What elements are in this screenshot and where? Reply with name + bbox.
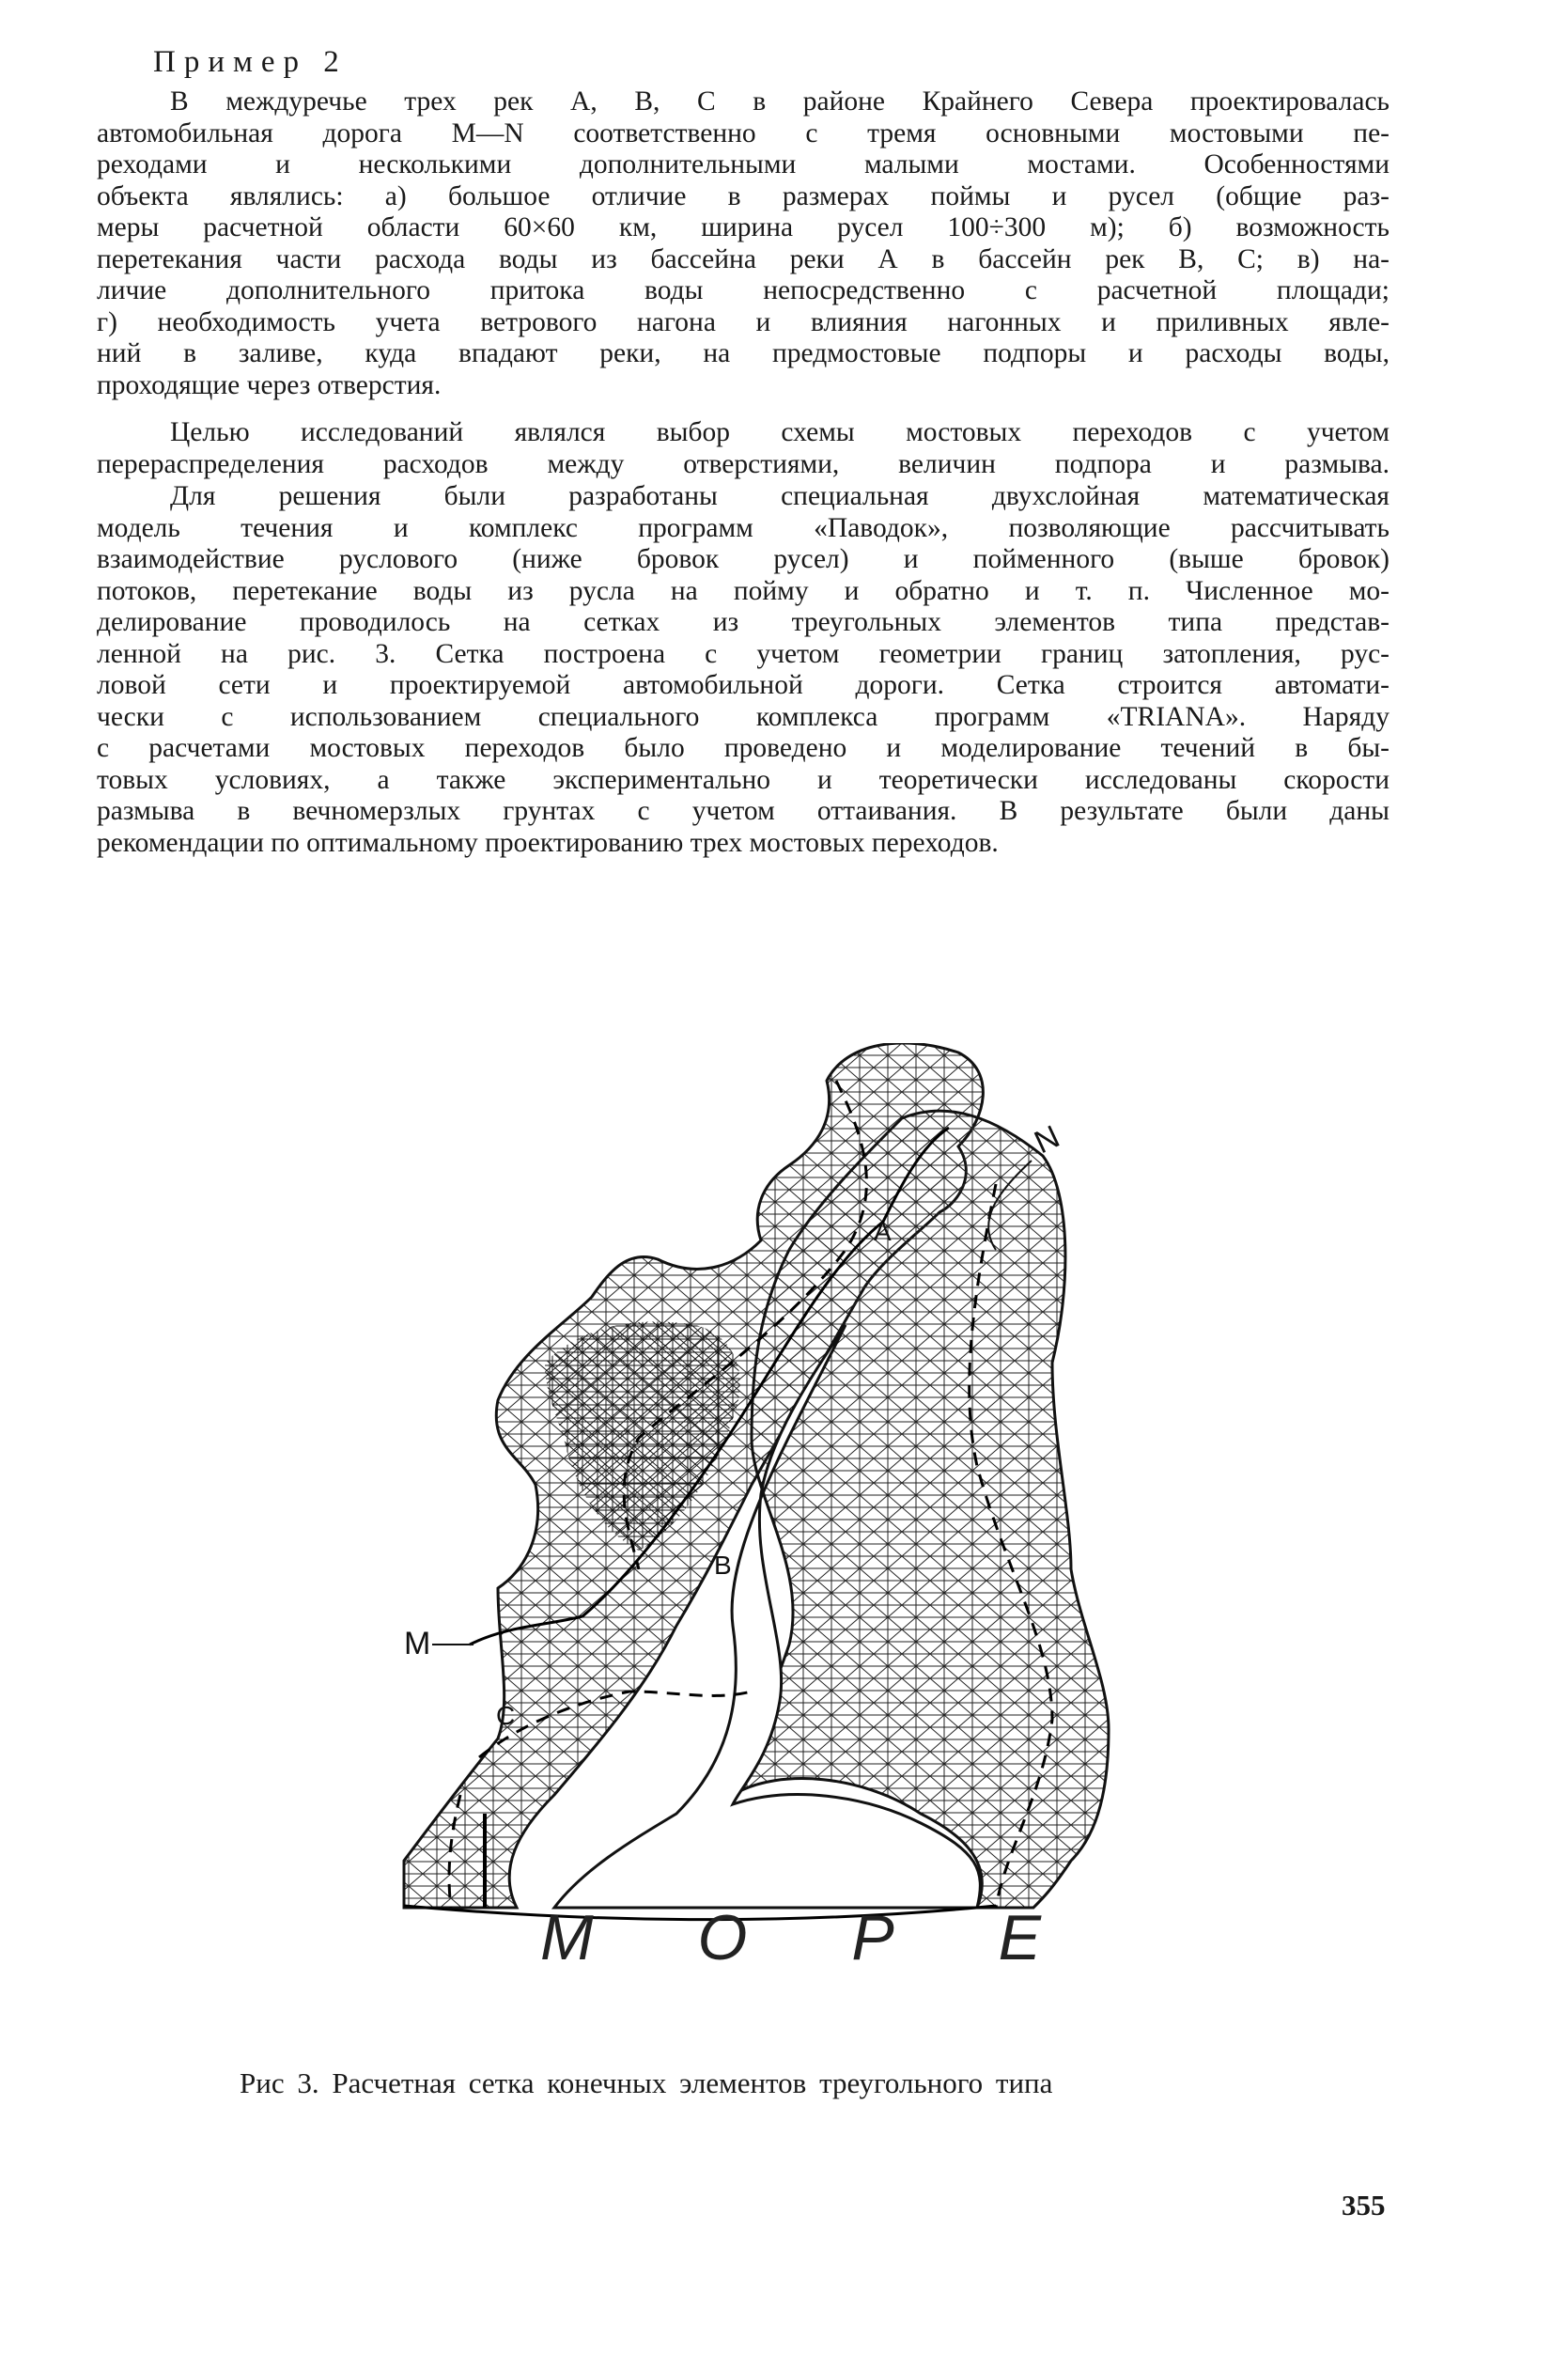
text-line: В междуречье трех рек А, В, С в районе Крайнего Севера проектировалась (170, 86, 1389, 117)
text-line: размыва в вечномерзлых грунтах с учетом оттаивания. В результате были даны (97, 796, 1389, 826)
text-line: ловой сети и проектируемой автомобильной дороги. Сетка строится автомати- (97, 670, 1389, 700)
text-line: г) необходимость учета ветрового нагона и влияния нагонных и приливных явле- (97, 306, 1389, 337)
sea-label: М О Р Е (540, 1902, 1084, 1964)
text-line: реходами и несколькими дополнительными малыми мостами. Особенностями (97, 149, 1389, 179)
label-m: M (404, 1626, 431, 1661)
text-line: объекта являлись: а) большое отличие в размерах поймы и русел (общие раз- (97, 180, 1389, 211)
figure-caption: Рис 3. Расчетная сетка конечных элементов треугольного типа (240, 2066, 1053, 2099)
label-a: A (874, 1217, 892, 1246)
text-line: проходящие через отверстия. (97, 369, 442, 400)
mesh-figure (395, 1043, 1165, 1964)
mesh-drawing (395, 1043, 1165, 1964)
paragraph-1 (97, 86, 1389, 401)
text-line: личие дополнительного притока воды непосредственно с расчетной площади; (97, 275, 1389, 305)
text-line: перераспределения расходов между отверстиями, величин подпора и размыва. (97, 448, 1389, 479)
text-line: Для решения были разработаны специальная двухслойная математическая (170, 481, 1389, 511)
label-n: N (1029, 1118, 1065, 1162)
text-line: меры расчетной области 60×60 км, ширина русел 100÷300 м); б) возможность (97, 212, 1389, 242)
text-line: делирование проводилось на сетках из треугольных элементов типа представ- (97, 607, 1389, 637)
text-line: ний в заливе, куда впадают реки, на предмостовые подпоры и расходы воды, (97, 338, 1389, 368)
text-line: чески с использованием специального комплекса программ «TRIANA». Наряду (97, 701, 1389, 732)
text-line: Целью исследований являлся выбор схемы мостовых переходов с учетом (170, 417, 1389, 447)
text-line: с расчетами мостовых переходов было проведено и моделирование течений в бы- (97, 733, 1389, 763)
text-line: перетекания части расхода воды из бассейна реки А в бассейн рек В, С; в) на- (97, 243, 1389, 274)
label-b: B (714, 1551, 732, 1580)
text-line: автомобильная дорога M—N соответственно с тремя основными мостовыми пе- (97, 117, 1389, 148)
paragraph-2 (97, 417, 1389, 480)
label-c: C (496, 1701, 516, 1730)
example-title: Пример 2 (153, 45, 348, 79)
text-line: взаимодействие руслового (ниже бровок русел) и пойменного (выше бровок) (97, 544, 1389, 574)
text-line: потоков, перетекание воды из русла на пойму и обратно и т. п. Численное мо- (97, 575, 1389, 606)
text-line: ленной на рис. 3. Сетка построена с учетом геометрии границ затопления, рус- (97, 638, 1389, 669)
page-number: 355 (1342, 2189, 1386, 2222)
text-line: модель течения и комплекс программ «Паводок», позволяющие рассчитывать (97, 512, 1389, 543)
text-line: товых условиях, а также экспериментально и теоретически исследованы скорости (97, 764, 1389, 795)
text-line: рекомендации по оптимальному проектированию трех мостовых переходов. (97, 827, 999, 858)
paragraph-3 (97, 481, 1389, 859)
